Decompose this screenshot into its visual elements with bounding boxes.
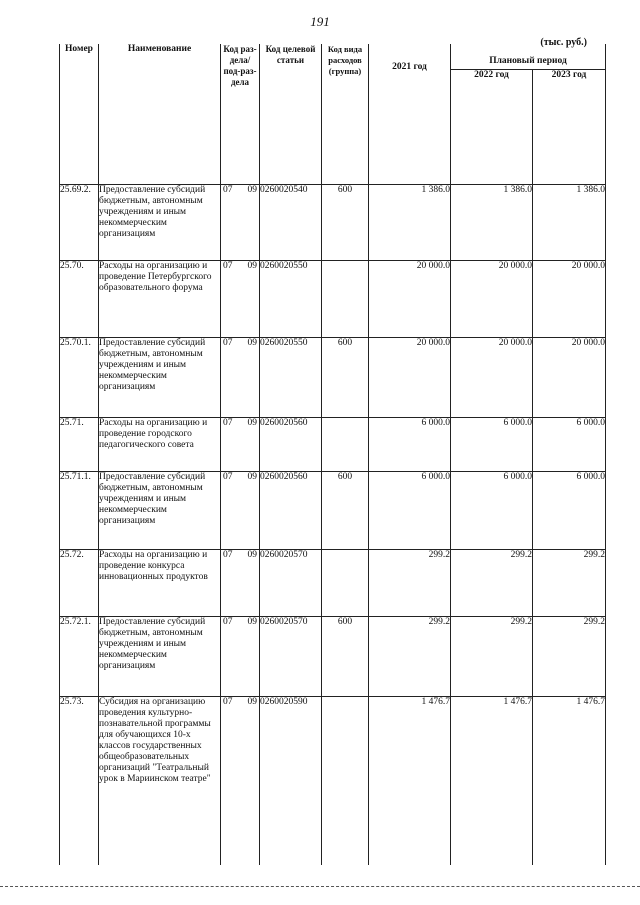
row-2022: 299.2 xyxy=(451,550,533,617)
row-expense-code: 600 xyxy=(322,338,369,418)
row-number: 25.73. xyxy=(60,697,99,865)
row-2021: 1 386.0 xyxy=(369,185,451,261)
header-2022: 2022 год xyxy=(451,69,533,184)
row-2022: 1 476.7 xyxy=(451,697,533,865)
row-name: Предоставление субсидий бюджетным, автономным учреждениям и иным некоммерческим организациям xyxy=(99,338,221,418)
row-2022: 299.2 xyxy=(451,617,533,697)
table-row xyxy=(60,472,606,550)
row-2021: 1 476.7 xyxy=(369,697,451,865)
row-name: Расходы на организацию и проведение Петербургского образовательного форума xyxy=(99,261,221,338)
section-code: 07 xyxy=(223,550,233,560)
row-section-code xyxy=(221,472,260,550)
row-target-code: 0260020560 xyxy=(260,418,322,472)
section-code: 07 xyxy=(223,261,233,271)
row-number: 25.69.2. xyxy=(60,185,99,261)
header-section-code: Код раз-дела/ под-раз-дела xyxy=(221,44,260,185)
row-expense-code xyxy=(322,418,369,472)
row-section-code xyxy=(221,338,260,418)
row-name: Расходы на организацию и проведение городского педагогического совета xyxy=(99,418,221,472)
row-section-code xyxy=(221,185,260,261)
row-target-code: 0260020590 xyxy=(260,697,322,865)
row-target-code: 0260020550 xyxy=(260,338,322,418)
subsection-code: 09 xyxy=(247,617,257,627)
header-row xyxy=(60,44,606,69)
subsection-code: 09 xyxy=(247,338,257,348)
row-2023: 1 476.7 xyxy=(533,697,606,865)
row-name: Предоставление субсидий бюджетным, автономным учреждениям и иным некоммерческим организациям xyxy=(99,472,221,550)
table-row xyxy=(60,338,606,418)
header-2023: 2023 год xyxy=(533,69,606,184)
row-2021: 6 000.0 xyxy=(369,472,451,550)
row-number: 25.72.1. xyxy=(60,617,99,697)
row-2023: 6 000.0 xyxy=(533,472,606,550)
row-2022: 20 000.0 xyxy=(451,338,533,418)
row-number: 25.72. xyxy=(60,550,99,617)
section-code: 07 xyxy=(223,697,233,707)
header-name: Наименование xyxy=(99,44,221,185)
row-2023: 20 000.0 xyxy=(533,338,606,418)
section-code: 07 xyxy=(223,617,233,627)
table-row xyxy=(60,617,606,697)
page-bottom-divider xyxy=(0,886,640,887)
row-section-code xyxy=(221,261,260,338)
row-2022: 1 386.0 xyxy=(451,185,533,261)
row-expense-code: 600 xyxy=(322,185,369,261)
row-expense-code: 600 xyxy=(322,617,369,697)
row-2021: 299.2 xyxy=(369,550,451,617)
subsection-code: 09 xyxy=(247,472,257,482)
header-target-code: Код целевой статьи xyxy=(260,44,322,185)
row-2023: 20 000.0 xyxy=(533,261,606,338)
table-row xyxy=(60,261,606,338)
row-target-code: 0260020560 xyxy=(260,472,322,550)
header-number: Номер xyxy=(60,44,99,185)
row-expense-code xyxy=(322,261,369,338)
row-name: Предоставление субсидий бюджетным, автономным учреждениям и иным некоммерческим организациям xyxy=(99,185,221,261)
units-label: (тыс. руб.) xyxy=(540,37,587,48)
header-expense-code: Код вида расходов (группа) xyxy=(322,44,369,185)
row-name: Предоставление субсидий бюджетным, автономным учреждениям и иным некоммерческим организациям xyxy=(99,617,221,697)
subsection-code: 09 xyxy=(247,697,257,707)
row-target-code: 0260020570 xyxy=(260,550,322,617)
section-code: 07 xyxy=(223,185,233,195)
row-2023: 299.2 xyxy=(533,617,606,697)
row-2021: 20 000.0 xyxy=(369,261,451,338)
row-2021: 299.2 xyxy=(369,617,451,697)
budget-table xyxy=(59,44,606,865)
row-2022: 6 000.0 xyxy=(451,472,533,550)
subsection-code: 09 xyxy=(247,261,257,271)
row-expense-code: 600 xyxy=(322,472,369,550)
row-number: 25.71.1. xyxy=(60,472,99,550)
row-section-code xyxy=(221,697,260,865)
row-target-code: 0260020540 xyxy=(260,185,322,261)
row-number: 25.70.1. xyxy=(60,338,99,418)
row-2022: 20 000.0 xyxy=(451,261,533,338)
row-2023: 1 386.0 xyxy=(533,185,606,261)
table-row xyxy=(60,550,606,617)
row-2021: 6 000.0 xyxy=(369,418,451,472)
row-target-code: 0260020570 xyxy=(260,617,322,697)
row-number: 25.71. xyxy=(60,418,99,472)
row-2023: 6 000.0 xyxy=(533,418,606,472)
row-section-code xyxy=(221,418,260,472)
row-section-code xyxy=(221,617,260,697)
subsection-code: 09 xyxy=(247,418,257,428)
row-target-code: 0260020550 xyxy=(260,261,322,338)
section-code: 07 xyxy=(223,418,233,428)
table-row xyxy=(60,418,606,472)
section-code: 07 xyxy=(223,338,233,348)
header-planned-period: Плановый период xyxy=(451,44,606,69)
subsection-code: 09 xyxy=(247,550,257,560)
row-name: Субсидия на организацию проведения культурно-познавательной программы для обучающихся 10-х классов государственных общеобразовательных организаций "Театральный урок в Мариинском театре" xyxy=(99,697,221,865)
section-code: 07 xyxy=(223,472,233,482)
row-number: 25.70. xyxy=(60,261,99,338)
row-2023: 299.2 xyxy=(533,550,606,617)
row-expense-code xyxy=(322,550,369,617)
row-name: Расходы на организацию и проведение конкурса инновационных продуктов xyxy=(99,550,221,617)
header-2021: 2021 год xyxy=(369,44,451,185)
table-row xyxy=(60,185,606,261)
row-expense-code xyxy=(322,697,369,865)
row-section-code xyxy=(221,550,260,617)
page-number: 191 xyxy=(310,14,330,29)
table-row xyxy=(60,697,606,865)
row-2021: 20 000.0 xyxy=(369,338,451,418)
row-2022: 6 000.0 xyxy=(451,418,533,472)
subsection-code: 09 xyxy=(247,185,257,195)
